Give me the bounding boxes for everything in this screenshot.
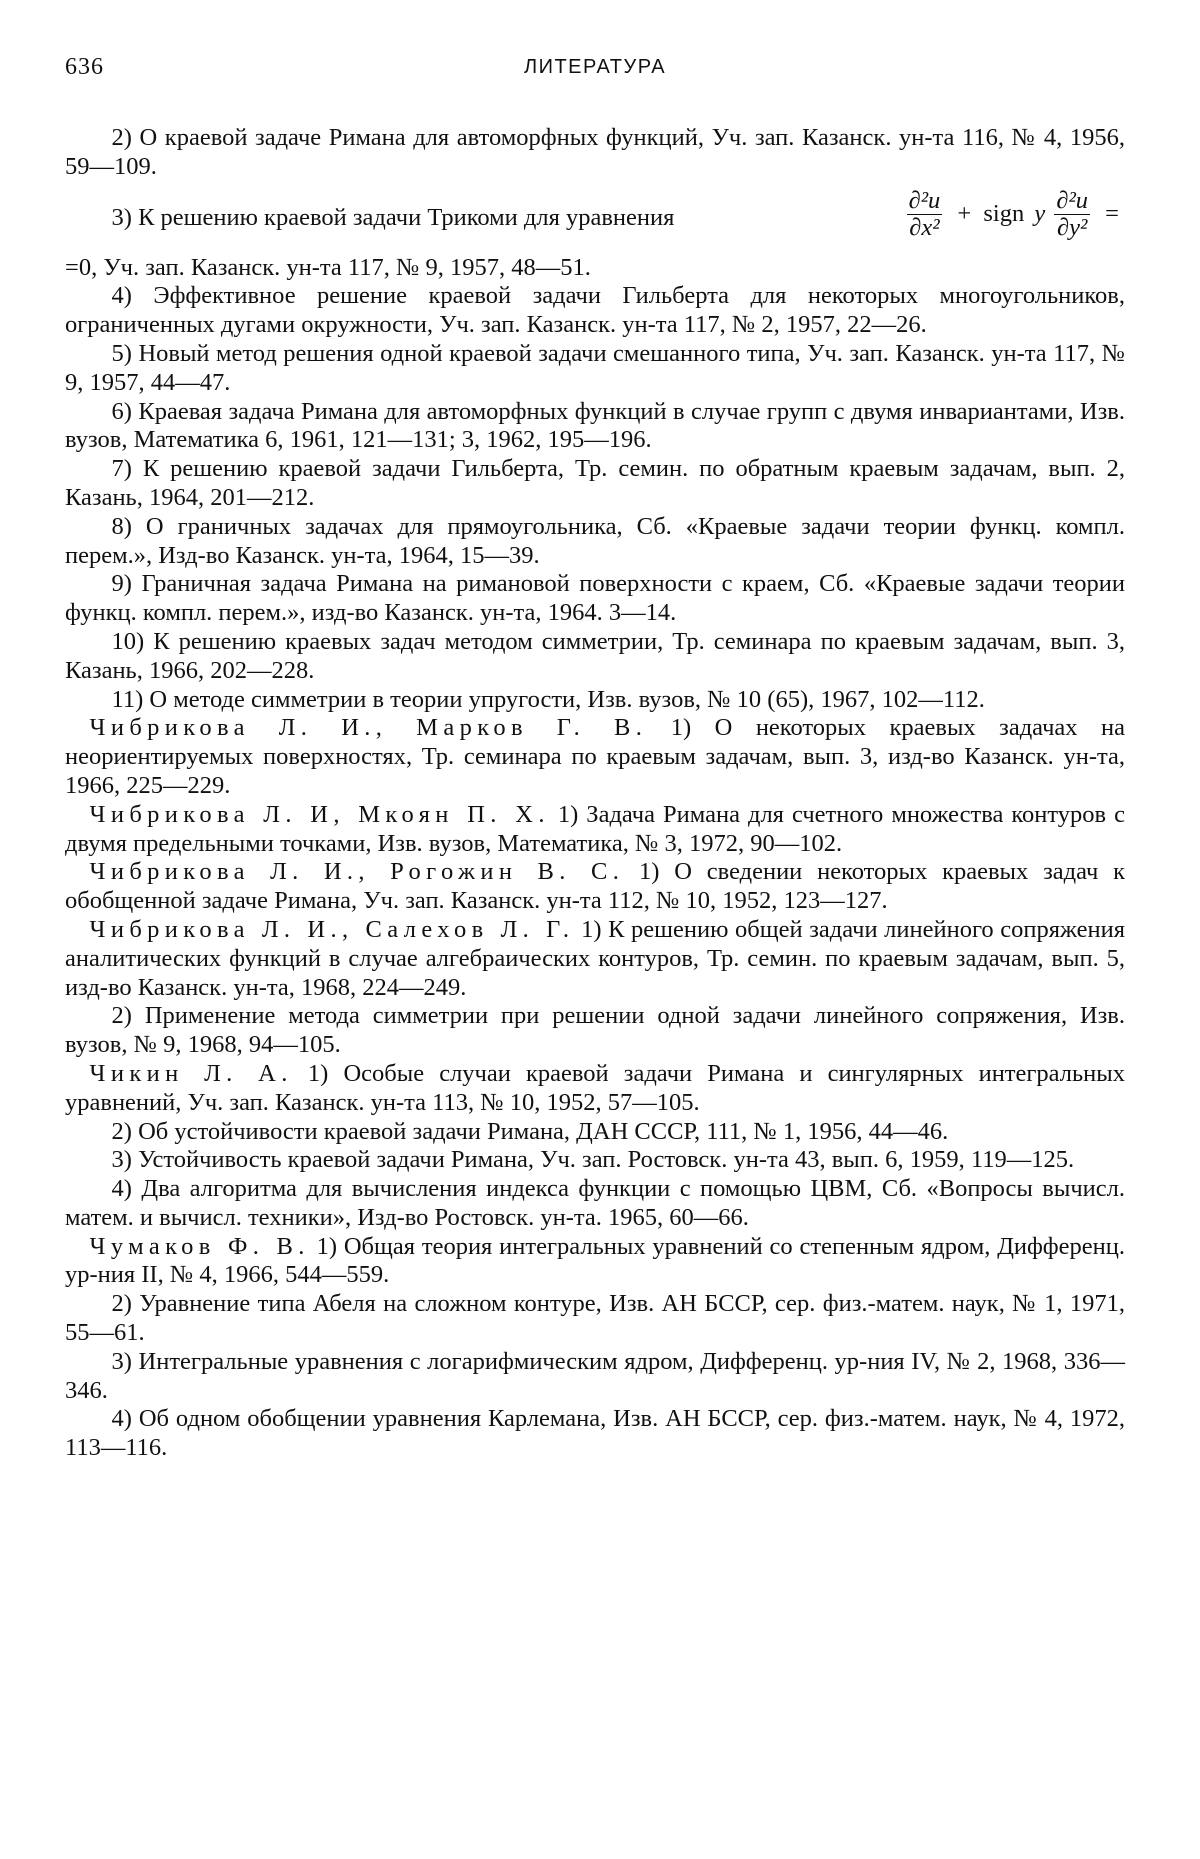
- bibliography-entry: [65, 1118, 1125, 1147]
- author-names: Чибрикова Л. И., Марков Г. В.: [90, 714, 648, 741]
- entry-text: 1) Задача Римана для счетного множества контуров с двумя предельными точками, Изв. вузов, Математика, № 3, 1972, 90—102.: [65, 801, 1125, 857]
- bibliography-author-entry: [65, 714, 1125, 800]
- bibliography-entry: [65, 1146, 1125, 1175]
- entry-text: 4) Эффективное решение краевой задачи Гильберта для некоторых многоугольников, ограниченных дугами окружности, Уч. зап. Казанск. ун-та 117, № 2, 1957, 22—26.: [65, 282, 1125, 338]
- entry-text: 2) О краевой задаче Римана для автоморфных функций, Уч. зап. Казанск. ун-та 116, № 4, 1956, 59—109.: [65, 124, 1125, 180]
- entry-text: 1) Общая теория интегральных уравнений со степенным ядром, Дифференц. ур-ния II, № 4, 1966, 544—559.: [65, 1233, 1125, 1289]
- entry-text: 9) Граничная задача Римана на римановой поверхности с краем, Сб. «Краевые задачи теории функц. компл. перем.», изд-во Казанск. ун-та, 1964. 3—14.: [65, 570, 1125, 626]
- entry-text: 4) Об одном обобщении уравнения Карлемана, Изв. АН БССР, сер. физ.-матем. наук, № 4, 1972, 113—116.: [65, 1405, 1125, 1461]
- variable-y: y: [1034, 200, 1045, 227]
- bibliography-author-entry: [65, 801, 1125, 859]
- fraction-numerator: ∂²u: [1054, 188, 1090, 215]
- bibliography-entry: [65, 1405, 1125, 1463]
- bibliography-list: [65, 124, 1125, 1463]
- bibliography-entry: [65, 513, 1125, 571]
- bibliography-entry: [65, 282, 1125, 340]
- fraction-denominator: ∂y²: [1054, 215, 1090, 241]
- bibliography-entry: [65, 1348, 1125, 1406]
- fraction-d2u-dy2: [1054, 188, 1090, 241]
- entry-text: 4) Два алгоритма для вычисления индекса функции с помощью ЦВМ, Сб. «Вопросы вычисл. матем. и вычисл. техники», Изд-во Ростовск. ун-та. 1965, 60—66.: [65, 1175, 1125, 1231]
- bibliography-author-entry: [65, 1233, 1125, 1291]
- bibliography-entry: [65, 398, 1125, 456]
- bibliography-entry: [65, 455, 1125, 513]
- bibliography-entry: [65, 686, 1125, 715]
- entry-text: 10) К решению краевых задач методом симметрии, Тр. семинара по краевым задачам, вып. 3, Казань, 1966, 202—228.: [65, 628, 1125, 684]
- fraction-numerator: ∂²u: [907, 188, 943, 215]
- bibliography-entry: [65, 1290, 1125, 1348]
- bibliography-entry: [65, 124, 1125, 182]
- entry-text: 1) Особые случаи краевой задачи Римана и сингулярных интегральных уравнений, Уч. зап. Казанск. ун-та 113, № 10, 1952, 57—105.: [65, 1060, 1125, 1116]
- bibliography-entry: [65, 1002, 1125, 1060]
- equation: [904, 188, 1125, 241]
- author-names: Чибрикова Л. И., Рогожин В. С.: [90, 858, 625, 885]
- entry-text: 6) Краевая задача Римана для автоморфных функций в случае групп с двумя инвариантами, Изв. вузов, Математика 6, 1961, 121—131; 3, 1962, 195—196.: [65, 398, 1125, 454]
- fraction-d2u-dx2: [907, 188, 943, 241]
- entry-text: 5) Новый метод решения одной краевой задачи смешанного типа, Уч. зап. Казанск. ун-та 117, № 9, 1957, 44—47.: [65, 340, 1125, 396]
- bibliography-entry: [65, 1175, 1125, 1233]
- entry-text: 1) О некоторых краевых задачах на неориентируемых поверхностях, Тр. семинара по краевым задачам, вып. 3, изд-во Казанск. ун-та, 1966, 225—229.: [65, 714, 1125, 799]
- plus-sign: +: [957, 200, 971, 227]
- author-names: Чумаков Ф. В.: [90, 1233, 310, 1260]
- entry-text: 2) Уравнение типа Абеля на сложном контуре, Изв. АН БССР, сер. физ.-матем. наук, № 1, 1971, 55—61.: [65, 1290, 1125, 1346]
- entry-text: =0, Уч. зап. Казанск. ун-та 117, № 9, 1957, 48—51.: [65, 254, 591, 281]
- entry-text: 8) О граничных задачах для прямоугольника, Сб. «Краевые задачи теории функц. компл. перем.», Изд-во Казанск. ун-та, 1964, 15—39.: [65, 513, 1125, 569]
- fraction-denominator: ∂x²: [907, 215, 943, 241]
- bibliography-author-entry: [65, 1060, 1125, 1118]
- section-title: ЛИТЕРАТУРА: [65, 56, 1125, 79]
- entry-text: 2) Применение метода симметрии при решении одной задачи линейного сопряжения, Изв. вузов, № 9, 1968, 94—105.: [65, 1002, 1125, 1058]
- entry-text: 3) Устойчивость краевой задачи Римана, Уч. зап. Ростовск. ун-та 43, вып. 6, 1959, 119—125.: [112, 1146, 1075, 1173]
- bibliography-entry-with-equation: [65, 182, 1125, 254]
- author-names: Чибрикова Л. И., Салехов Л. Г.: [90, 916, 575, 943]
- entry-text: 3) Интегральные уравнения с логарифмическим ядром, Дифференц. ур-ния IV, № 2, 1968, 336—346.: [65, 1348, 1125, 1404]
- bibliography-entry: [65, 340, 1125, 398]
- bibliography-entry: [65, 628, 1125, 686]
- author-names: Чикин Л. А.: [90, 1060, 293, 1087]
- entry-text: 1) О сведении некоторых краевых задач к обобщенной задаче Римана, Уч. зап. Казанск. ун-та 112, № 10, 1952, 123—127.: [65, 858, 1125, 914]
- entry-text: 3) К решению краевой задачи Трикоми для уравнения: [65, 204, 674, 233]
- equals-sign: =: [1105, 200, 1119, 227]
- bibliography-author-entry: [65, 916, 1125, 1002]
- book-page: [0, 0, 1200, 1859]
- bibliography-entry: [65, 570, 1125, 628]
- entry-text: 2) Об устойчивости краевой задачи Римана, ДАН СССР, 111, № 1, 1956, 44—46.: [112, 1118, 949, 1145]
- running-header: [65, 54, 1125, 94]
- author-names: Чибрикова Л. И, Мкоян П. Х.: [90, 801, 550, 828]
- page-number: 636: [65, 54, 104, 81]
- bibliography-author-entry: [65, 858, 1125, 916]
- entry-text: 11) О методе симметрии в теории упругости, Изв. вузов, № 10 (65), 1967, 102—112.: [112, 686, 985, 713]
- entry-text: 7) К решению краевой задачи Гильберта, Тр. семин. по обратным краевым задачам, вып. 2, Казань, 1964, 201—212.: [65, 455, 1125, 511]
- sign-function: sign: [983, 200, 1024, 227]
- equation-continuation: [65, 254, 1125, 283]
- entry-text: 1) К решению общей задачи линейного сопряжения аналитических функций в случае алгебраических контуров, Тр. семин. по краевым задачам, вып. 5, изд-во Казанск. ун-та, 1968, 224—249.: [65, 916, 1125, 1001]
